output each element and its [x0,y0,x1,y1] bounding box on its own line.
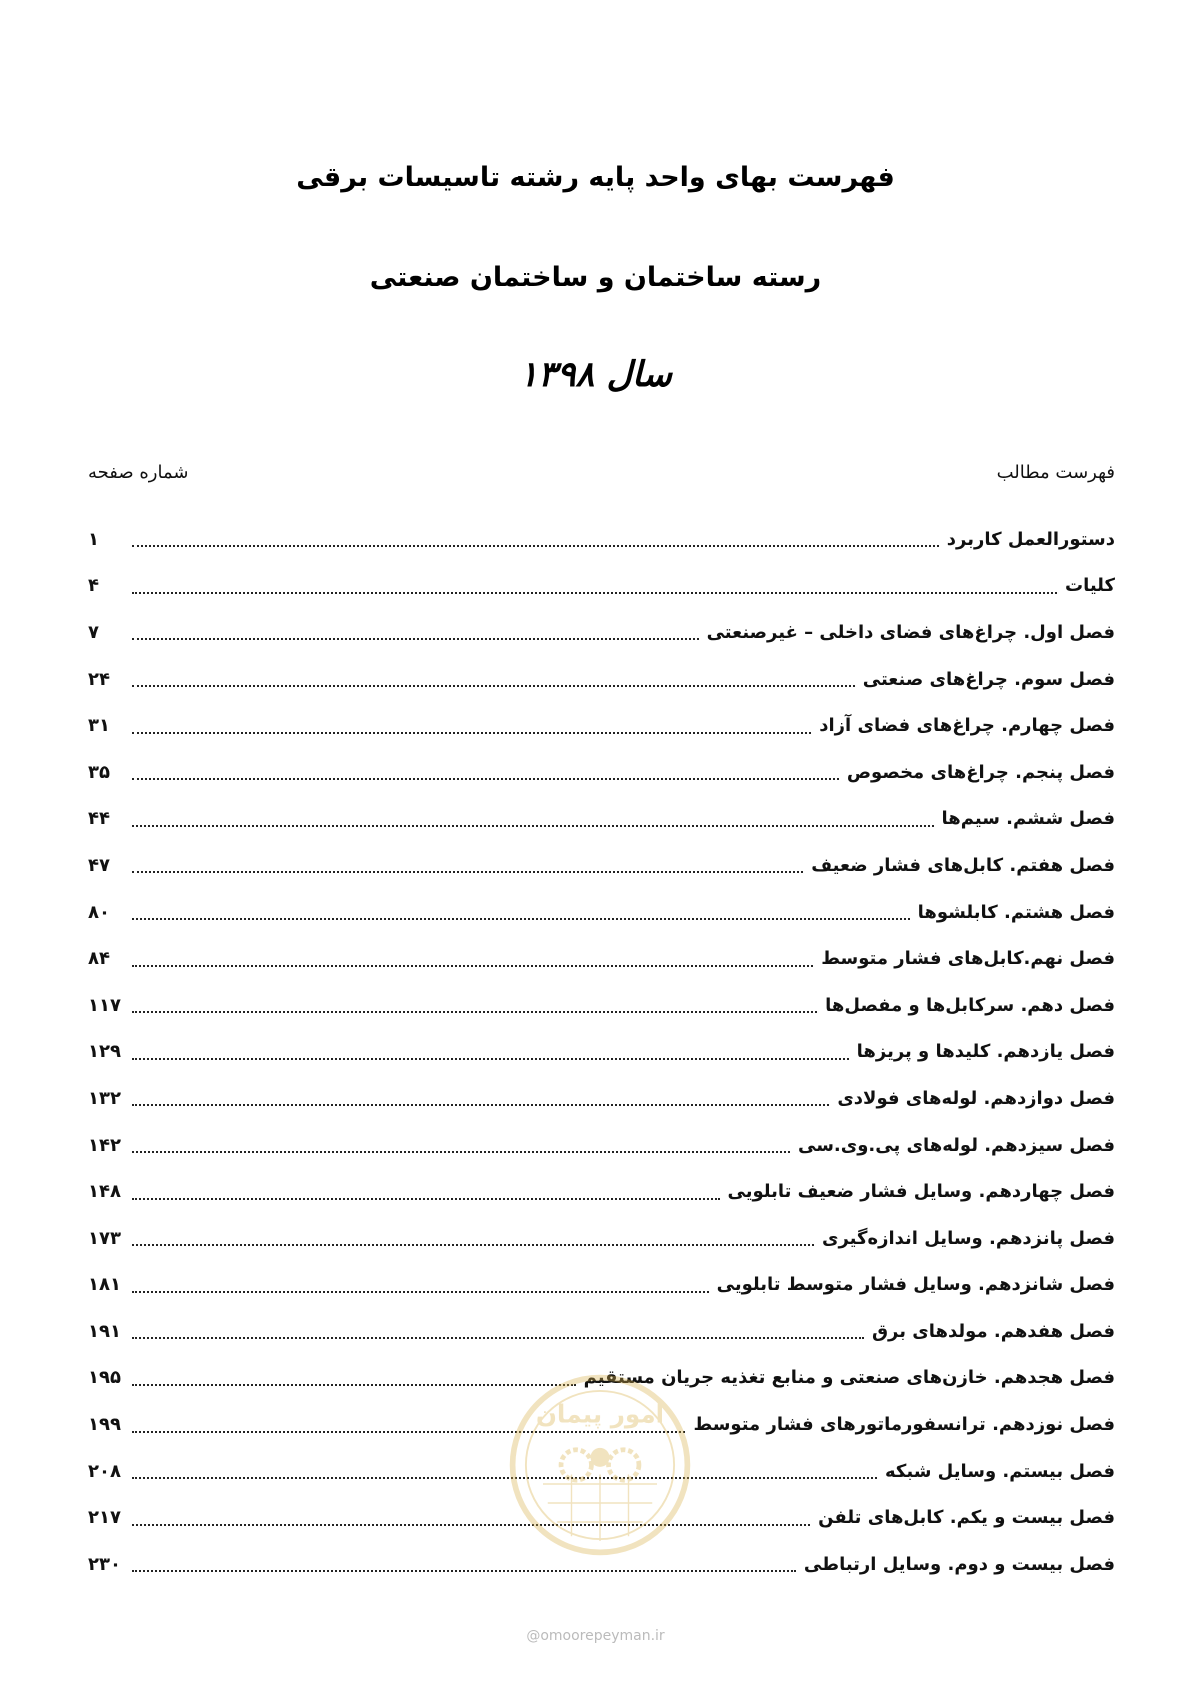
toc-entry-page: ۸۰ [88,901,110,923]
toc-entry-title: فصل شانزدهم. وسایل فشار متوسط تابلویی [716,1274,1115,1296]
toc-entry [88,749,1115,796]
toc-entry-title: فصل بیستم. وسایل شبکه [884,1460,1115,1482]
toc-entry [88,935,1115,982]
toc-entry-page: ۴ [88,575,99,597]
toc-heading: فهرست مطالب [996,462,1115,483]
toc-entry-title: فصل چهاردهم. وسایل فشار ضعیف تابلویی [727,1181,1115,1203]
toc-entry-title: فصل یازدهم. کلیدها و پریزها [856,1041,1115,1063]
toc-entry [88,796,1115,843]
toc-entry-page: ۱ [88,528,99,550]
watermark-logo-text: امور پیمان [535,1399,665,1429]
toc-entry-page: ۱۴۸ [88,1181,121,1203]
toc-entry-page: ۷ [88,621,99,643]
toc-entry-title: فصل چهارم. چراغ‌های فضای آزاد [819,715,1115,737]
toc-entry [88,1262,1115,1309]
watermark-url: @omoorepeyman.ir [526,1628,665,1644]
toc-entry [88,1168,1115,1215]
toc-entry [88,889,1115,936]
toc-entry-page: ۱۹۵ [88,1367,121,1389]
toc-entry-title: فصل دوازدهم. لوله‌های فولادی [837,1087,1115,1109]
toc-leader-dots [132,1291,709,1293]
toc-entry [88,842,1115,889]
document-title: فهرست بهای واحد پایه رشته تاسیسات برقی [296,162,895,193]
toc-entry [88,563,1115,610]
toc-entry-title: فصل پنجم. چراغ‌های مخصوص [846,761,1115,783]
toc-entry-page: ۱۹۱ [88,1320,121,1342]
toc-entry-title: فصل سیزدهم. لوله‌های پی.وی.سی [797,1134,1115,1156]
toc-leader-dots [132,732,811,734]
toc-entry [88,982,1115,1029]
toc-entry-page: ۲۴ [88,668,110,690]
toc-entry [88,1308,1115,1355]
document-subtitle: رسته ساختمان و ساختمان صنعتی [369,262,822,293]
toc-entry-page: ۱۹۹ [88,1414,121,1436]
toc-entry-title: فصل نهم.کابل‌های فشار متوسط [821,948,1115,970]
toc-entry-page: ۱۳۲ [88,1087,121,1109]
toc-leader-dots [132,638,699,640]
toc-entry-page: ۸۴ [88,948,110,970]
toc-entry-page: ۲۱۷ [88,1507,121,1529]
toc-leader-dots [132,1198,720,1200]
toc-entry [88,1122,1115,1169]
toc-leader-dots [132,918,910,920]
toc-entry [88,609,1115,656]
toc-leader-dots [132,965,813,967]
toc-leader-dots [132,1570,796,1572]
toc-entry-page: ۱۸۱ [88,1274,121,1296]
toc-entry-title: فصل پانزدهم. وسایل اندازه‌گیری [821,1227,1115,1249]
toc-entry-page: ۳۵ [88,761,110,783]
toc-entry-title: فصل بیست و دوم. وسایل ارتباطی [803,1553,1115,1575]
toc-leader-dots [132,871,803,873]
toc-leader-dots [132,1151,790,1153]
toc-entry-page: ۴۴ [88,808,110,830]
toc-entry [88,1029,1115,1076]
toc-entry-title: فصل هجدهم. خازن‌های صنعتی و منابع تغذیه جریان مستقیم [583,1367,1115,1389]
toc-entry-page: ۱۷۳ [88,1227,121,1249]
toc-entry-page: ۱۴۲ [88,1134,121,1156]
toc-entry-title: دستورالعمل کاربرد [946,528,1115,550]
toc-entry-title: فصل هفدهم. مولدهای برق [871,1320,1115,1342]
toc-entry [88,702,1115,749]
toc-entry-title: فصل سوم. چراغ‌های صنعتی [862,668,1115,690]
toc-entry-title: فصل بیست و یکم. کابل‌های تلفن [818,1507,1115,1529]
toc-leader-dots [132,1011,817,1013]
toc-leader-dots [132,1244,814,1246]
toc-leader-dots [132,1058,849,1060]
toc-entry [88,1075,1115,1122]
toc-leader-dots [132,778,839,780]
toc-entry-page: ۴۷ [88,854,110,876]
watermark-logo [505,1370,695,1560]
toc-leader-dots [132,545,939,547]
toc-entry-title: فصل دهم. سرکابل‌ها و مفصل‌ها [825,994,1115,1016]
toc-leader-dots [132,825,934,827]
toc-entry-title: کلیات [1064,575,1115,597]
toc-entry-title: فصل هفتم. کابل‌های فشار ضعیف [811,854,1115,876]
toc-leader-dots [132,685,855,687]
toc-entry-page: ۱۲۹ [88,1041,121,1063]
toc-entry-title: فصل ششم. سیم‌ها [941,808,1115,830]
toc-entry [88,516,1115,563]
page-number-heading: شماره صفحه [88,462,189,483]
toc-entry-page: ۲۳۰ [88,1553,121,1575]
toc-leader-dots [132,1104,829,1106]
toc-entry [88,656,1115,703]
toc-entry-page: ۱۱۷ [88,994,121,1016]
toc-leader-dots [132,1337,864,1339]
toc-entry-title: فصل اول. چراغ‌های فضای داخلی – غیرصنعتی [706,621,1115,643]
document-year: سال ۱۳۹۸ [519,355,672,395]
toc-entry-title: فصل نوزدهم. ترانسفورماتورهای فشار متوسط [693,1414,1115,1436]
toc-leader-dots [132,1524,810,1526]
toc-entry-page: ۲۰۸ [88,1460,121,1482]
toc-leader-dots [132,592,1057,594]
toc-entry [88,1215,1115,1262]
toc-entry-title: فصل هشتم. کابلشوها [917,901,1115,923]
toc-entry-page: ۳۱ [88,715,110,737]
